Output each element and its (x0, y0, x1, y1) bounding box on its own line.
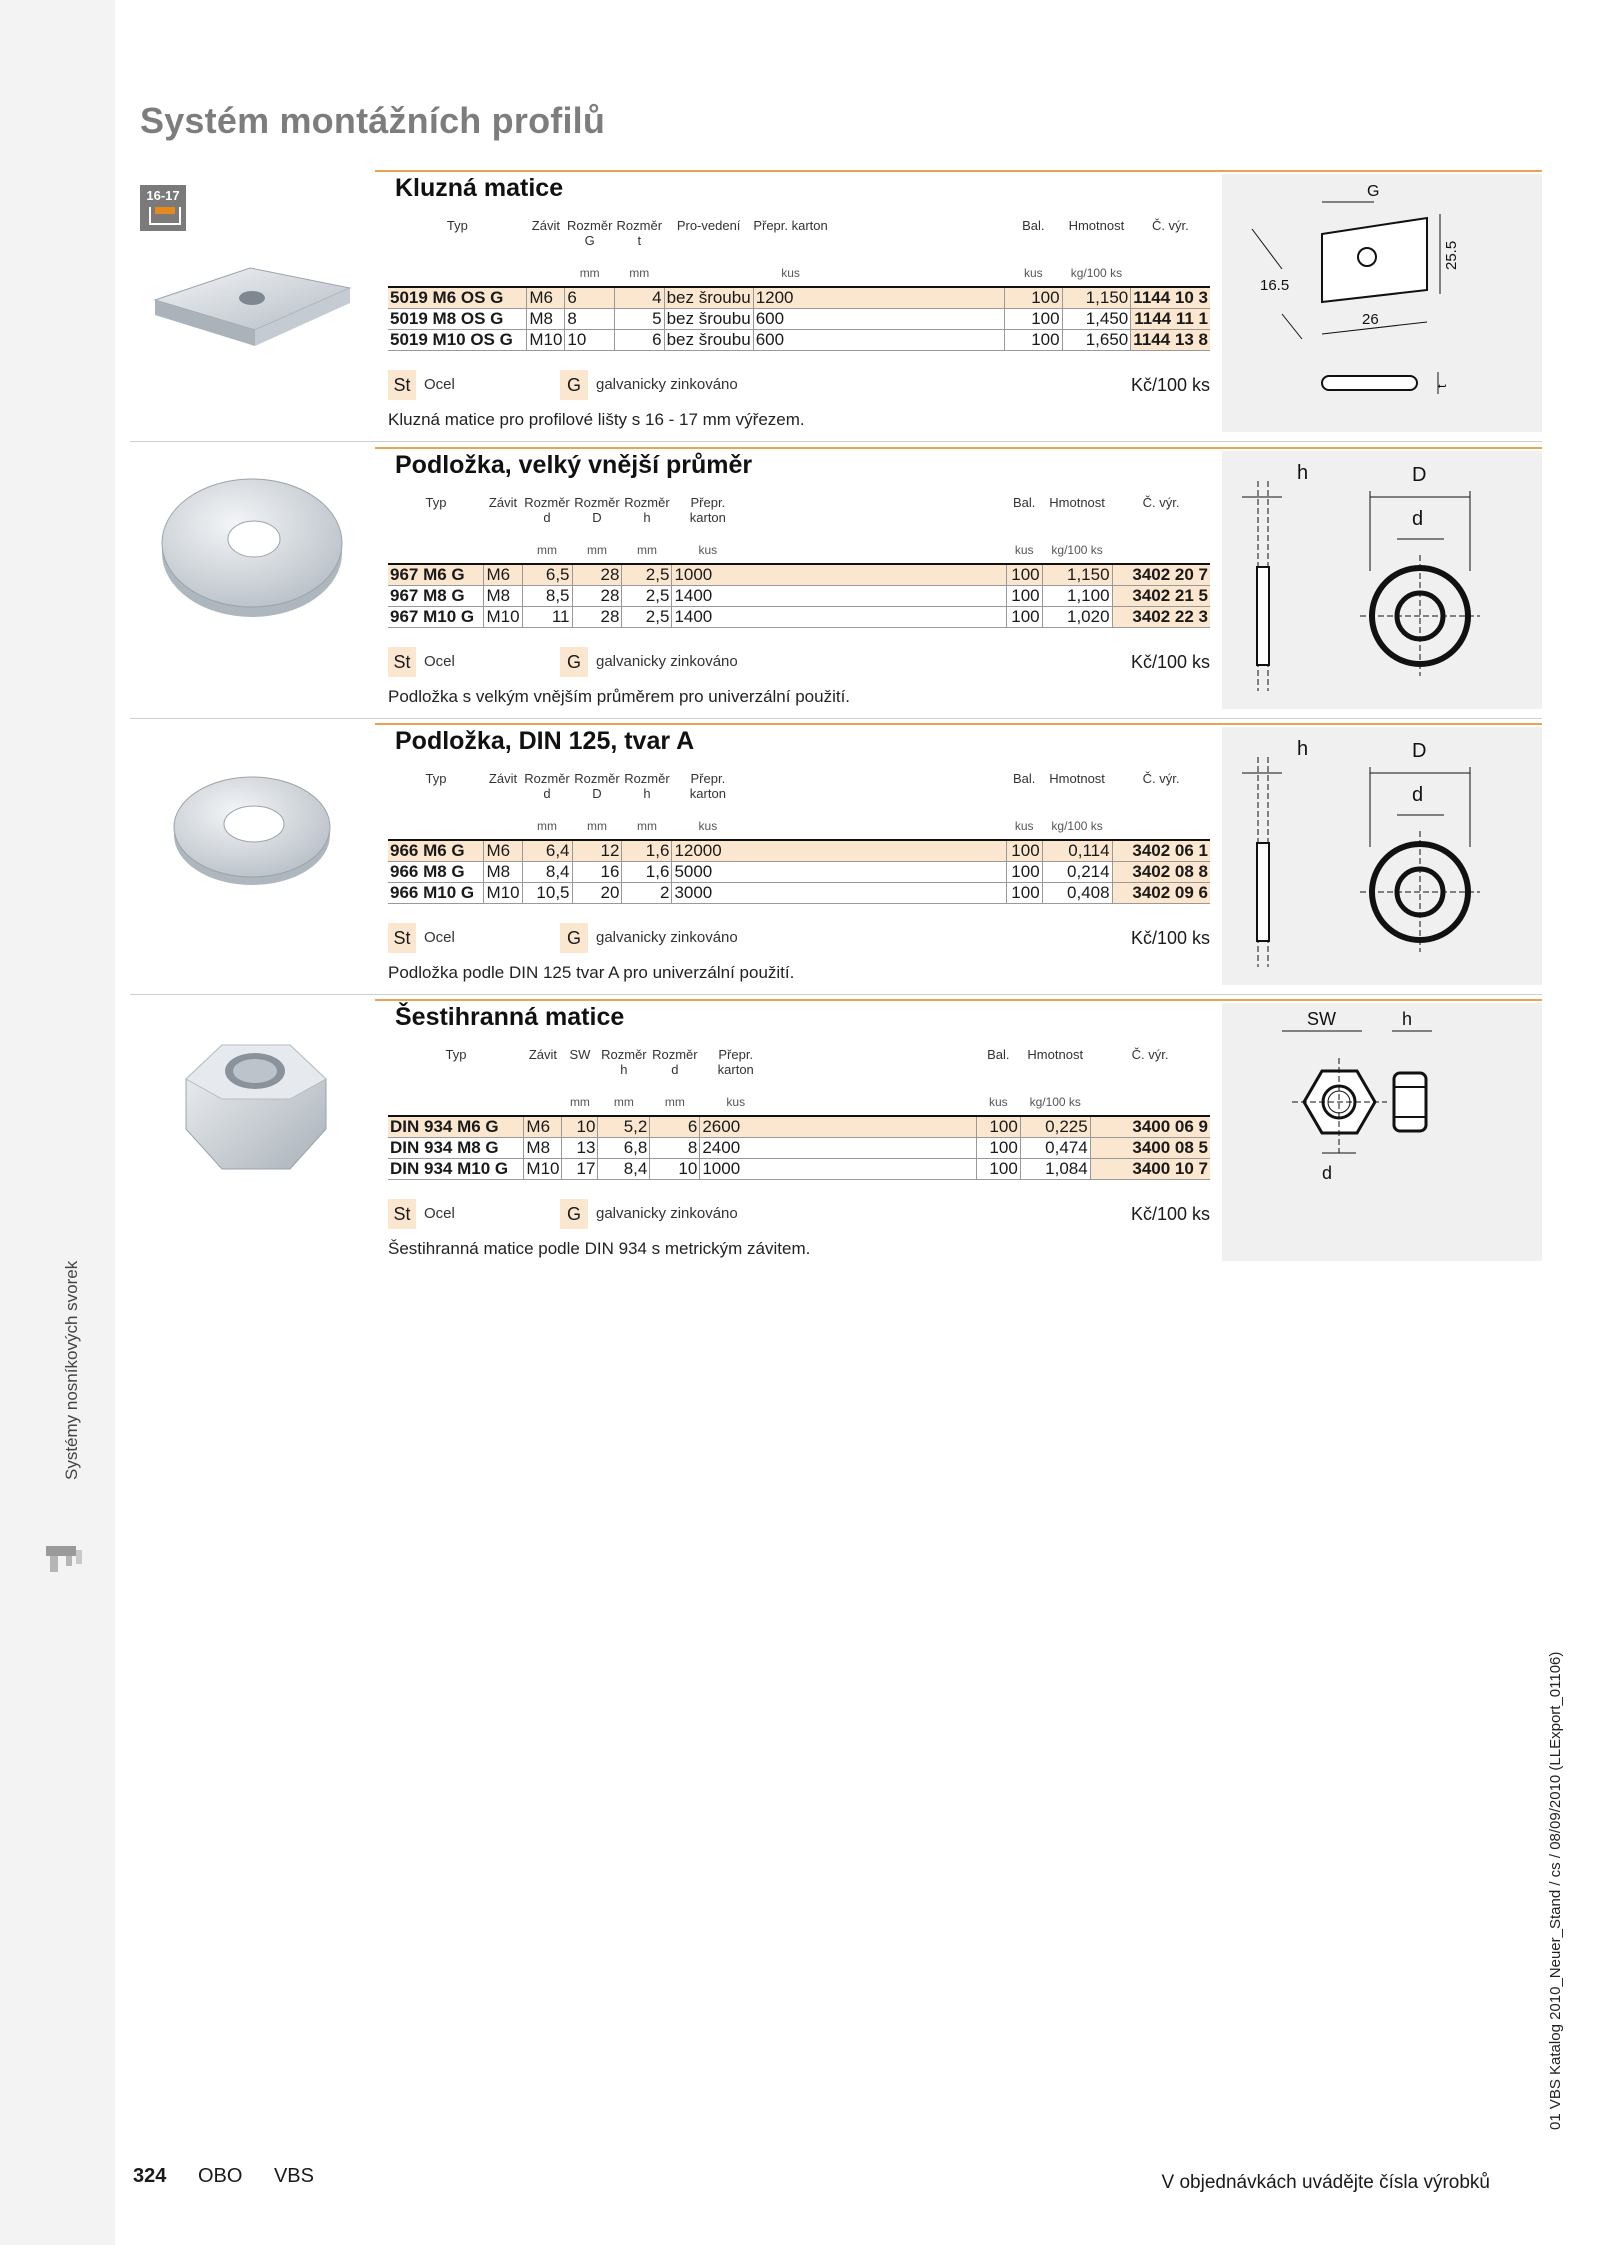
material-line (388, 923, 1210, 953)
section-title: Kluzná matice (395, 174, 564, 202)
col-header: Č. výr. (1142, 771, 1180, 786)
description: Podložka s velkým vnějším průměrem pro univerzální použití. (388, 687, 851, 706)
material-line (388, 1199, 1210, 1229)
dim-label: t (1434, 384, 1449, 388)
col-header: Hmotnost (1049, 771, 1105, 786)
col-header: Rozměr h (601, 1047, 647, 1077)
type-cell: 967 M10 G (388, 607, 484, 628)
table-row: DIN 934 M10 G M10 17 8,4 10 1000 100 1,084 3400 10 7 (390, 1159, 1208, 1178)
left-sidebar (0, 0, 115, 2245)
finish-code: G (560, 647, 588, 677)
section-din125-washer (130, 723, 1542, 993)
unit-label: mm (586, 543, 607, 557)
col-header: Č. výr. (1142, 495, 1180, 510)
finish-name: galvanicky zinkováno (596, 376, 738, 393)
material-name: Ocel (424, 1205, 455, 1222)
dim-label: h (1297, 462, 1309, 484)
material-code: St (388, 1199, 416, 1229)
unit-label: mm (636, 543, 657, 557)
col-header: Rozměr h (624, 495, 670, 525)
col-header: Rozměr d (524, 771, 570, 801)
type-cell: 5019 M8 OS G (388, 309, 527, 330)
unit-label: mm (629, 266, 650, 280)
article-number: 3402 06 1 (1112, 840, 1210, 862)
footer-left (133, 2165, 340, 2188)
table-row: 5019 M8 OS G M8 8 5 bez šroubu 600 100 1,450 1144 11 1 (390, 309, 1208, 328)
unit-label: mm (579, 266, 600, 280)
finish-name: galvanicky zinkováno (596, 1205, 738, 1222)
col-header: Typ (445, 1047, 467, 1062)
unit-label: kus (1014, 543, 1034, 557)
spec-table (388, 491, 1210, 628)
col-header: Závit (528, 1047, 558, 1062)
type-cell: 966 M8 G (388, 862, 484, 883)
col-header: Závit (531, 218, 560, 233)
type-cell: 966 M10 G (388, 883, 484, 904)
dim-label: D (1412, 740, 1427, 762)
col-header: Bal. (1022, 218, 1045, 233)
table-row: 966 M6 G M6 6,4 12 1,6 12000 100 0,114 3402 06 1 (390, 841, 1208, 860)
finish-name: galvanicky zinkováno (596, 929, 738, 946)
section-title: Podložka, DIN 125, tvar A (395, 727, 695, 755)
col-header: Hmotnost (1027, 1047, 1084, 1062)
col-header: Rozměr D (574, 771, 620, 801)
col-header: Rozměr h (624, 771, 670, 801)
finish-code: G (560, 923, 588, 953)
article-number: 3402 20 7 (1112, 564, 1210, 586)
col-header: Č. výr. (1151, 218, 1189, 233)
unit-label: kg/100 ks (1051, 543, 1103, 557)
article-number: 1144 11 1 (1131, 309, 1210, 330)
type-cell: DIN 934 M6 G (388, 1116, 524, 1138)
article-number: 1144 13 8 (1131, 330, 1210, 351)
price-unit: Kč/100 ks (1130, 928, 1210, 948)
col-header: Rozměr t (616, 218, 663, 248)
description: Kluzná matice pro profilové lišty s 16 - 17 mm výřezem. (388, 410, 805, 429)
material-code: St (388, 647, 416, 677)
col-header: Rozměr D (574, 495, 620, 525)
type-cell: DIN 934 M8 G (388, 1138, 524, 1159)
material-name: Ocel (424, 376, 455, 393)
type-cell: 967 M8 G (388, 586, 484, 607)
col-header: Pro-vedení (676, 218, 741, 233)
unit-label: kus (1023, 266, 1043, 280)
article-number: 3402 09 6 (1112, 883, 1210, 904)
footer-note: V objednávkách uvádějte čísla výrobků (1161, 2172, 1490, 2193)
material-code: St (388, 370, 416, 400)
col-header: Rozměr d (652, 1047, 698, 1077)
article-number: 3400 08 5 (1090, 1138, 1210, 1159)
table-row: 967 M10 G M10 11 28 2,5 1400 100 1,020 3402 22 3 (390, 607, 1208, 626)
material-code: St (388, 923, 416, 953)
section-hex-nut (130, 999, 1542, 1269)
unit-label: mm (613, 1095, 634, 1109)
article-number: 1144 10 3 (1131, 287, 1210, 309)
section-title: Podložka, velký vnější průměr (395, 451, 753, 479)
hex-nut-photo (130, 999, 375, 1259)
table-row: 5019 M6 OS G M6 6 4 bez šroubu 1200 100 1,150 1144 10 3 (390, 288, 1208, 307)
type-cell: 967 M6 G (388, 564, 484, 586)
section-sliding-nut (130, 170, 1542, 440)
dim-label: 16.5 (1260, 277, 1290, 294)
spec-table (388, 1043, 1210, 1180)
col-header: Č. výr. (1131, 1047, 1169, 1062)
unit-label: kus (781, 266, 800, 280)
dim-label: G (1367, 183, 1380, 200)
technical-drawing (1222, 1003, 1542, 1261)
col-header: Závit (488, 495, 518, 510)
article-number: 3400 06 9 (1090, 1116, 1210, 1138)
unit-label: kg/100 ks (1029, 1095, 1081, 1109)
unit-label: kus (988, 1095, 1008, 1109)
din125-washer-photo (130, 723, 375, 983)
price-unit: Kč/100 ks (1130, 652, 1210, 672)
material-line (388, 370, 1210, 400)
material-name: Ocel (424, 653, 455, 670)
table-row: 967 M6 G M6 6,5 28 2,5 1000 100 1,150 3402 20 7 (390, 565, 1208, 584)
table-row: DIN 934 M8 G M8 13 6,8 8 2400 100 0,474 3400 08 5 (390, 1138, 1208, 1157)
table-row: 966 M10 G M10 10,5 20 2 3000 100 0,408 3402 09 6 (390, 883, 1208, 902)
unit-label: kus (1014, 819, 1034, 833)
col-header: Bal. (1012, 495, 1036, 510)
description: Podložka podle DIN 125 tvar A pro univerzální použití. (388, 963, 795, 982)
unit-label: mm (537, 543, 558, 557)
clamp-icon (42, 1542, 86, 1574)
catalog-reference: 01 VBS Katalog 2010_Neuer_Stand / cs / 08/09/2010 (LLExport_01106) (1547, 1651, 1564, 2130)
col-header: SW (569, 1047, 591, 1062)
price-unit: Kč/100 ks (1130, 375, 1210, 395)
article-number: 3402 22 3 (1112, 607, 1210, 628)
unit-label: kus (698, 819, 718, 833)
material-name: Ocel (424, 929, 455, 946)
dim-label: 25.5 (1443, 240, 1460, 270)
col-header: Závit (488, 771, 518, 786)
article-number: 3400 10 7 (1090, 1159, 1210, 1180)
material-line (388, 647, 1210, 677)
dim-label: 26 (1362, 311, 1379, 328)
dim-label: d (1322, 1163, 1333, 1183)
dim-label: d (1412, 508, 1424, 530)
dim-label: h (1402, 1009, 1413, 1029)
col-header: Hmotnost (1049, 495, 1105, 510)
col-header: Bal. (1012, 771, 1036, 786)
side-section-label: Systémy nosníkových svorek (62, 1260, 81, 1480)
col-header: Typ (425, 771, 447, 786)
col-header: Přepr. karton (689, 495, 726, 525)
spec-table (388, 767, 1210, 904)
type-cell: 966 M6 G (388, 840, 484, 862)
table-row: 966 M8 G M8 8,4 16 1,6 5000 100 0,214 3402 08 8 (390, 862, 1208, 881)
price-unit: Kč/100 ks (1130, 1204, 1210, 1224)
unit-label: mm (537, 819, 558, 833)
unit-label: kus (726, 1095, 746, 1109)
col-header: Typ (425, 495, 447, 510)
dim-label: D (1412, 464, 1427, 486)
section-title: Šestihranná matice (395, 1003, 625, 1031)
type-cell: 5019 M6 OS G (388, 287, 527, 309)
type-cell: 5019 M10 OS G (388, 330, 527, 351)
section-large-washer (130, 447, 1542, 717)
unit-label: mm (586, 819, 607, 833)
unit-label: mm (636, 819, 657, 833)
col-header: Typ (446, 218, 468, 233)
technical-drawing (1222, 727, 1542, 985)
brand-label: OBO (197, 2165, 243, 2187)
product-line-label: VBS (273, 2165, 314, 2187)
unit-label: mm (664, 1095, 685, 1109)
col-header: Přepr. karton (753, 218, 828, 233)
sliding-nut-photo (130, 170, 375, 430)
finish-code: G (560, 1199, 588, 1229)
article-number: 3402 21 5 (1112, 586, 1210, 607)
finish-name: galvanicky zinkováno (596, 653, 738, 670)
unit-label: kus (698, 543, 718, 557)
dim-label: SW (1307, 1009, 1336, 1029)
unit-label: kg/100 ks (1070, 266, 1123, 280)
table-row: 967 M8 G M8 8,5 28 2,5 1400 100 1,100 3402 21 5 (390, 586, 1208, 605)
type-cell: DIN 934 M10 G (388, 1159, 524, 1180)
page-number: 324 (133, 2165, 167, 2187)
col-header: Přepr. karton (717, 1047, 754, 1077)
unit-label: kg/100 ks (1051, 819, 1103, 833)
col-header: Přepr. karton (689, 771, 726, 801)
badge-label: 16-17 (146, 188, 180, 203)
table-row: DIN 934 M6 G M6 10 5,2 6 2600 100 0,225 3400 06 9 (390, 1117, 1208, 1136)
spec-table (388, 214, 1210, 351)
col-header: Hmotnost (1068, 218, 1125, 233)
large-washer-photo (130, 447, 375, 707)
page-title: Systém montážních profilů (140, 100, 606, 141)
dim-label: d (1412, 784, 1424, 806)
article-number: 3402 08 8 (1112, 862, 1210, 883)
col-header: Rozměr d (524, 495, 570, 525)
technical-drawing (1222, 174, 1542, 432)
technical-drawing (1222, 451, 1542, 709)
table-row: 5019 M10 OS G M10 10 6 bez šroubu 600 100 1,650 1144 13 8 (390, 330, 1208, 349)
unit-label: mm (569, 1095, 590, 1109)
col-header: Rozměr G (566, 218, 613, 248)
finish-code: G (560, 370, 588, 400)
dim-label: h (1297, 738, 1309, 760)
description: Šestihranná matice podle DIN 934 s metrickým závitem. (388, 1239, 811, 1258)
col-header: Bal. (987, 1047, 1010, 1062)
